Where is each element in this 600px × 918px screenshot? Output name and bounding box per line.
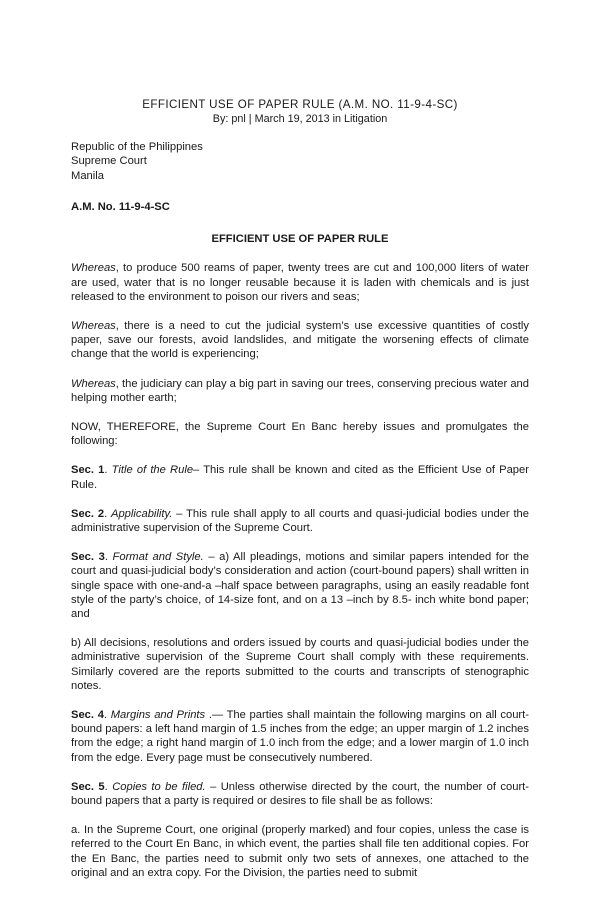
article-byline: By: pnl | March 19, 2013 in Litigation (212, 113, 388, 125)
whereas-clause-2 (71, 319, 529, 362)
section-heading: Format and Style. (112, 551, 204, 564)
section-text: – This rule shall apply to all courts and quasi-judicial bodies under the administrative supervision of the Supreme Court. (71, 507, 529, 534)
section-text: – a) All pleadings, motions and similar papers intended for the court and quasi-judicial body’s consideration and action (court-bound papers) shall written in single space with one-and-a –half space between paragraphs, using an easily readable font style of the party’s choice, of 14-size font, and on a 13 –inch by 8.5- inch white bond paper; and (71, 551, 529, 620)
whereas-clause-1 (71, 261, 529, 304)
section-number: Sec. 3 (71, 551, 105, 564)
section-text: .— The parties shall maintain the following margins on all court-bound papers: a left hand margin of 1.5 inches from the edge; an upper margin of 1.2 inches from the edge; a right hand margin of 1.0 inch from the edge; and a lower margin of 1.0 inch from the edge. Every page must be consecutively numbered. (71, 708, 529, 764)
section-heading: Title of the Rule (111, 464, 194, 477)
section-sep: . (104, 464, 112, 477)
section-sep: . (103, 708, 111, 721)
section-number: Sec. 1 (71, 464, 105, 477)
section-text: – Unless otherwise directed by the court, the number of court- bound papers that a party is required or desires to file shall be as follows: (71, 780, 530, 807)
section-heading: Margins and Prints (110, 708, 206, 721)
address-line-city: Manila (71, 169, 104, 182)
whereas-clause-3 (71, 377, 529, 405)
now-therefore-clause: NOW, THEREFORE, the Supreme Court En Banc hereby issues and promulgates the following: (71, 420, 529, 448)
am-number: A.M. No. 11-9-4-SC (71, 200, 170, 213)
article-title: EFFICIENT USE OF PAPER RULE (A.M. NO. 11-9-4-SC) (142, 98, 458, 111)
section-number: Sec. 5 (71, 780, 105, 793)
court-address (71, 140, 529, 183)
section-sep: . (104, 551, 113, 564)
section-text: – This rule shall be known and cited as the Efficient Use of Paper Rule. (71, 464, 529, 491)
section-3-part-b: b) All decisions, resolutions and orders issued by courts and quasi-judicial bodies under the administrative supervision of the Supreme Court shall comply with these requirements. Similarly covered are the reports submitted to the courts and transcripts of stenographic notes. (71, 637, 529, 692)
section-3 (71, 550, 529, 621)
whereas-text: , to produce 500 reams of paper, twenty trees are cut and 100,000 liters of water are used, water that is no longer reusable because it is laden with chemicals and is just released to the environment to poison our rivers and seas; (71, 262, 529, 303)
section-1 (71, 463, 529, 491)
address-line-republic: Republic of the Philippines (71, 141, 203, 153)
section-5-part-a: a. In the Supreme Court, one original (properly marked) and four copies, unless the case is referred to the Court En Banc, in which event, the parties shall file ten additional copies. For the En Banc, the parties need to submit only two sets of annexes, one attached to the original and an extra copy. For the Division, the parties need to submit (71, 824, 529, 879)
section-2 (71, 507, 529, 535)
whereas-lead: Whereas (71, 262, 116, 275)
section-number: Sec. 4 (71, 708, 104, 721)
section-4 (71, 708, 529, 765)
whereas-text: , there is a need to cut the judicial system’s use excessive quantities of costly paper, save our forests, avoid landslides, and mitigate the worsening effects of climate change that the world is experiencing; (71, 319, 529, 361)
section-5 (71, 780, 529, 808)
section-heading: Applicability. (111, 507, 173, 520)
section-sep: . (104, 780, 113, 793)
document-body (71, 98, 529, 880)
section-sep: . (104, 507, 111, 520)
rule-title: EFFICIENT USE OF PAPER RULE (211, 233, 389, 246)
section-number: Sec. 2 (71, 507, 105, 520)
whereas-lead: Whereas (71, 377, 116, 390)
section-heading: Copies to be filed. (112, 780, 206, 793)
address-line-court: Supreme Court (71, 155, 147, 168)
whereas-text: , the judiciary can play a big part in saving our trees, conserving precious water and helping mother earth; (71, 377, 529, 404)
whereas-lead: Whereas (71, 319, 116, 332)
